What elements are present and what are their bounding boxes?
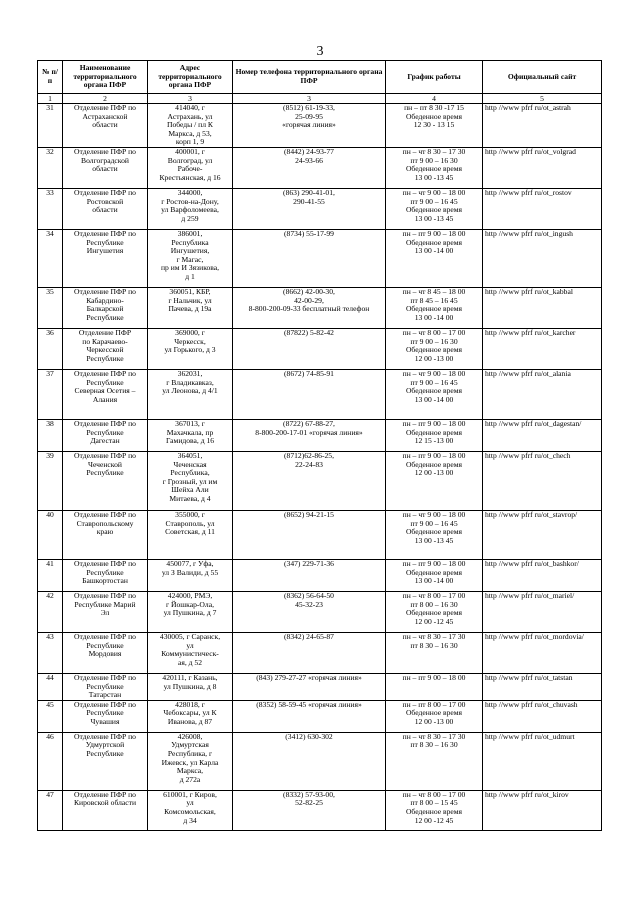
office-name: Отделение ПФР по Республике Чувашия — [63, 700, 148, 732]
office-phone: (8512) 61-19-33, 25-09-95 «горячая линия» — [233, 104, 386, 148]
row-number: 46 — [38, 732, 63, 790]
office-name: Отделение ПФР по Республике Ингушетия — [63, 229, 148, 287]
table-row — [38, 104, 602, 148]
office-website[interactable]: http //www pfrf ru/ot_bashkor/ — [483, 559, 602, 591]
table-row — [38, 419, 602, 451]
column-number: 5 — [483, 94, 602, 104]
column-number: 1 — [38, 94, 63, 104]
row-number: 38 — [38, 419, 63, 451]
row-number: 41 — [38, 559, 63, 591]
office-address: 428018, г Чебоксары, ул К Иванова, д 87 — [148, 700, 233, 732]
office-schedule: пн – пт 9 00 – 18 00 Обеденное время 13 00 -14 00 — [386, 559, 483, 591]
table-row — [38, 700, 602, 732]
row-number: 32 — [38, 147, 63, 188]
table-row — [38, 188, 602, 229]
office-address: 364051, Чеченская Республика, г Грозный, ул им Шейха Али Митаева, д 4 — [148, 451, 233, 510]
office-website[interactable]: http //www pfrf ru/ot_alania — [483, 369, 602, 419]
table-row — [38, 229, 602, 287]
row-number: 43 — [38, 632, 63, 673]
office-schedule: пн – чт 8 45 – 18 00 пт 8 45 – 16 45 Обеденное время 13 00 -14 00 — [386, 287, 483, 328]
table-header-row — [38, 61, 602, 94]
office-name: Отделение ПФР по Удмуртской Республике — [63, 732, 148, 790]
office-schedule: пн – чт 8 00 – 17 00 пт 8 00 – 15 45 Обеденное время 12 00 -12 45 — [386, 790, 483, 830]
office-schedule: пн – чт 9 00 – 18 00 пт 9 00 – 16 45 Обеденное время 13 00 -14 00 — [386, 369, 483, 419]
office-schedule: пн – пт 9 00 – 18 00 Обеденное время 13 00 -14 00 — [386, 229, 483, 287]
office-phone: (8362) 56-64-50 45-32-23 — [233, 591, 386, 632]
office-website[interactable]: http //www pfrf ru/ot_astrah — [483, 104, 602, 148]
office-schedule: пн – чт 9 00 – 18 00 пт 9 00 – 16 45 Обеденное время 13 00 -13 45 — [386, 188, 483, 229]
office-phone: (87822) 5-82-42 — [233, 328, 386, 369]
office-website[interactable]: http //www pfrf ru/ot_kirov — [483, 790, 602, 830]
office-address: 360051, КБР, г Нальчик, ул Пачева, д 19а — [148, 287, 233, 328]
office-phone: (8652) 94-21-15 — [233, 510, 386, 559]
office-address: 369000, г Черкесск, ул Горького, д 3 — [148, 328, 233, 369]
row-number: 44 — [38, 673, 63, 700]
office-address: 610001, г Киров, ул Комсомольская, д 34 — [148, 790, 233, 830]
column-number: 3 — [148, 94, 233, 104]
office-website[interactable]: http //www pfrf ru/ot_chuvash — [483, 700, 602, 732]
office-name: Отделение ПФР по Республике Северная Осетия – Алания — [63, 369, 148, 419]
row-number: 45 — [38, 700, 63, 732]
office-address: 420111, г Казань, ул Пушкина, д 8 — [148, 673, 233, 700]
office-website[interactable]: http //www pfrf ru/ot_karcher — [483, 328, 602, 369]
table-row — [38, 328, 602, 369]
row-number: 47 — [38, 790, 63, 830]
office-address: 367013, г Махачкала, пр Гамидова, д 16 — [148, 419, 233, 451]
office-phone: (8712)62-86-25, 22-24-83 — [233, 451, 386, 510]
table-row — [38, 559, 602, 591]
office-address: 430005, г Саранск, ул Коммунистическ- ая, д 52 — [148, 632, 233, 673]
office-website[interactable]: http //www pfrf ru/ot_mordovia/ — [483, 632, 602, 673]
table-row — [38, 451, 602, 510]
row-number: 34 — [38, 229, 63, 287]
office-name: Отделение ПФР по Ростовской области — [63, 188, 148, 229]
office-website[interactable]: http //www pfrf ru/ot_kabbal — [483, 287, 602, 328]
office-phone: (347) 229-71-36 — [233, 559, 386, 591]
office-website[interactable]: http //www pfrf ru/ot_chech — [483, 451, 602, 510]
office-phone: (843) 279-27-27 «горячая линия» — [233, 673, 386, 700]
office-name: Отделение ПФР по Кабардино- Балкарской Республике — [63, 287, 148, 328]
office-website[interactable]: http //www pfrf ru/ot_dagestan/ — [483, 419, 602, 451]
table-row — [38, 673, 602, 700]
office-website[interactable]: http //www pfrf ru/ot_udmurt — [483, 732, 602, 790]
table-row — [38, 632, 602, 673]
office-phone: (8352) 58-59-45 «горячая линия» — [233, 700, 386, 732]
office-phone: (8662) 42-00-30, 42-00-29, 8-800-200-09-33 бесплатный телефон — [233, 287, 386, 328]
office-address: 426008, Удмуртская Республика, г Ижевск, ул Карла Маркса, д 272а — [148, 732, 233, 790]
office-name: Отделение ПФР по Кировской области — [63, 790, 148, 830]
office-schedule: пн – пт 9 00 – 18 00 — [386, 673, 483, 700]
office-name: Отделение ПФР по Республике Марий Эл — [63, 591, 148, 632]
office-address: 414040, г Астрахань, ул Победы / пл К Маркса, д 53, корп 1, 9 — [148, 104, 233, 148]
office-website[interactable]: http //www pfrf ru/ot_tatstan — [483, 673, 602, 700]
office-website[interactable]: http //www pfrf ru/ot_stavrop/ — [483, 510, 602, 559]
office-schedule: пн – чт 8 30 – 17 30 пт 8 30 – 16 30 — [386, 732, 483, 790]
office-name: Отделение ПФР по Астраханской области — [63, 104, 148, 148]
office-address: 450077, г Уфа, ул З Валиди, д 55 — [148, 559, 233, 591]
office-phone: (8734) 55-17-99 — [233, 229, 386, 287]
office-name: Отделение ПФР по Республике Мордовия — [63, 632, 148, 673]
table-row — [38, 732, 602, 790]
office-schedule: пн – чт 8 30 – 17 30 пт 8 30 – 16 30 — [386, 632, 483, 673]
office-schedule: пн – пт 9 00 – 18 00 Обеденное время 12 00 -13 00 — [386, 451, 483, 510]
header-name: Наименование территориального органа ПФР — [63, 61, 148, 94]
office-schedule: пн – чт 8 00 – 17 00 пт 8 00 – 16 30 Обеденное время 12 00 -12 45 — [386, 591, 483, 632]
office-phone: (8442) 24-93-77 24-93-66 — [233, 147, 386, 188]
office-schedule: пн – пт 9 00 – 18 00 Обеденное время 12 15 -13 00 — [386, 419, 483, 451]
office-phone: (8672) 74-85-91 — [233, 369, 386, 419]
row-number: 40 — [38, 510, 63, 559]
office-website[interactable]: http //www pfrf ru/ot_volgrad — [483, 147, 602, 188]
office-name: Отделение ПФР по Республике Татарстан — [63, 673, 148, 700]
table-row — [38, 790, 602, 830]
office-phone: (3412) 630-302 — [233, 732, 386, 790]
office-name: Отделение ПФР по Ставропольскому краю — [63, 510, 148, 559]
table-row — [38, 147, 602, 188]
office-address: 362031, г Владикавказ, ул Леонова, д 4/1 — [148, 369, 233, 419]
office-name: Отделение ПФР по Волгоградской области — [63, 147, 148, 188]
row-number: 37 — [38, 369, 63, 419]
office-address: 400001, г Волгоград, ул Рабоче- Крестьянская, д 16 — [148, 147, 233, 188]
table-row — [38, 510, 602, 559]
table-row — [38, 369, 602, 419]
row-number: 33 — [38, 188, 63, 229]
office-schedule: пн – чт 9 00 – 18 00 пт 9 00 – 16 45 Обеденное время 13 00 -13 45 — [386, 510, 483, 559]
row-number: 42 — [38, 591, 63, 632]
header-schedule: График работы — [386, 61, 483, 94]
row-number: 39 — [38, 451, 63, 510]
table-row — [38, 591, 602, 632]
office-phone: (8332) 57-93-00, 52-82-25 — [233, 790, 386, 830]
page-number: 3 — [316, 44, 324, 59]
office-website[interactable]: http //www pfrf ru/ot_ingush — [483, 229, 602, 287]
office-address: 344000, г Ростов-на-Дону, ул Варфоломеева, д 259 — [148, 188, 233, 229]
office-phone: (8722) 67-88-27, 8-800-200-17-01 «горячая линия» — [233, 419, 386, 451]
row-number: 31 — [38, 104, 63, 148]
office-name: Отделение ПФР по Чеченской Республике — [63, 451, 148, 510]
office-phone: (8342) 24-65-87 — [233, 632, 386, 673]
office-address: 386001, Республика Ингушетия, г Магас, пр им И Зязикова, д 1 — [148, 229, 233, 287]
table-row — [38, 287, 602, 328]
row-number: 35 — [38, 287, 63, 328]
office-name: Отделение ПФР по Карачаево- Черкесской Республике — [63, 328, 148, 369]
header-website: Официальный сайт — [483, 61, 602, 94]
office-schedule: пн – чт 8 00 – 17 00 пт 9 00 – 16 30 Обеденное время 12 00 -13 00 — [386, 328, 483, 369]
office-address: 355000, г Ставрополь, ул Советская, д 11 — [148, 510, 233, 559]
header-number: № п/п — [38, 61, 63, 94]
office-phone: (863) 290-41-01, 290-41-55 — [233, 188, 386, 229]
office-schedule: пн – пт 8 00 – 17 00 Обеденное время 12 00 -13 00 — [386, 700, 483, 732]
header-address: Адрес территориального органа ПФР — [148, 61, 233, 94]
column-number: 2 — [63, 94, 148, 104]
office-schedule: пн – пт 8 30 -17 15 Обеденное время 12 30 - 13 15 — [386, 104, 483, 148]
office-schedule: пн – чт 8 30 – 17 30 пт 9 00 – 16 30 Обеденное время 13 00 -13 45 — [386, 147, 483, 188]
pfr-offices-table — [37, 60, 602, 831]
office-address: 424000, РМЭ, г Йошкар-Ола, ул Пушкина, д 7 — [148, 591, 233, 632]
column-number-row — [38, 94, 602, 104]
row-number: 36 — [38, 328, 63, 369]
office-name: Отделение ПФР по Республике Башкортостан — [63, 559, 148, 591]
office-website[interactable]: http //www pfrf ru/ot_mariel/ — [483, 591, 602, 632]
column-number: 3 — [233, 94, 386, 104]
office-website[interactable]: http //www pfrf ru/ot_rostov — [483, 188, 602, 229]
office-name: Отделение ПФР по Республике Дагестан — [63, 419, 148, 451]
column-number: 4 — [386, 94, 483, 104]
header-phone: Номер телефона территориального органа ПФР — [233, 61, 386, 94]
